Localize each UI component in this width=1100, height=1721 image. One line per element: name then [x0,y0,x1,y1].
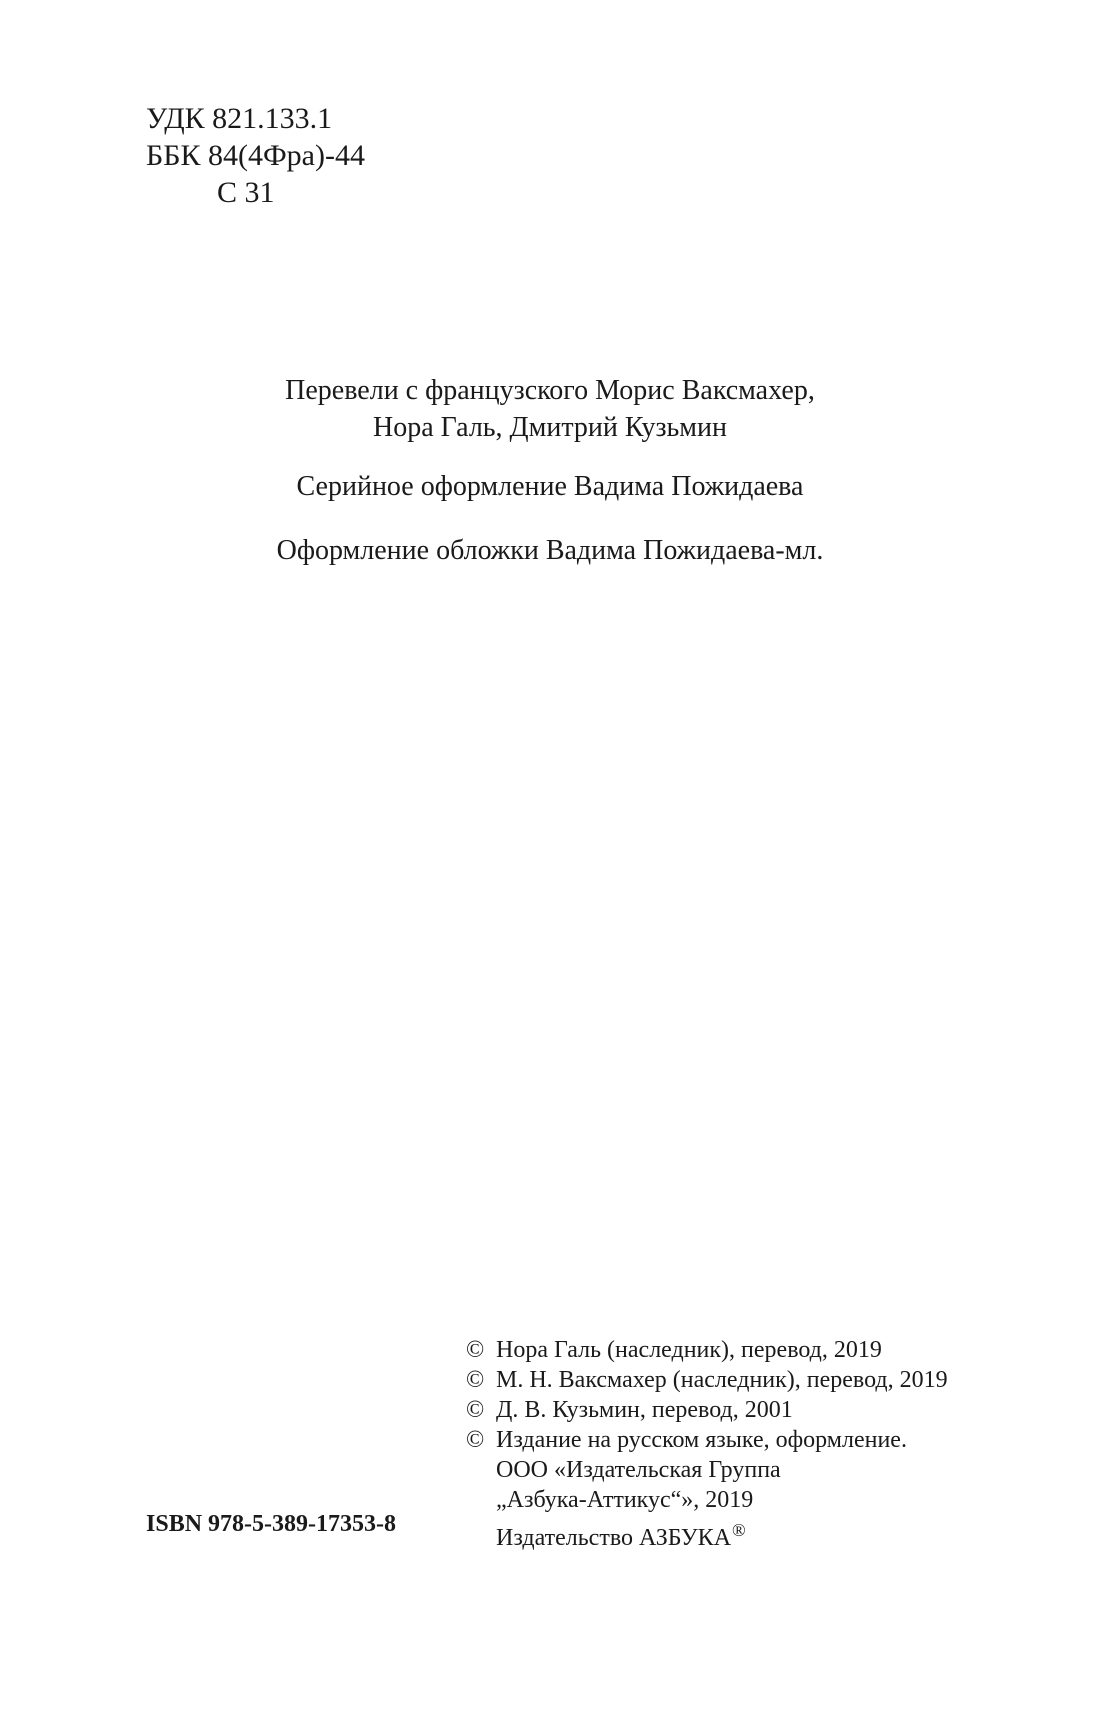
copyright-block [466,1335,948,1553]
publisher-line-2: „Азбука-Аттикус“», 2019 [496,1487,754,1513]
copyright-text: Д. В. Кузьмин, перевод, 2001 [496,1397,793,1423]
translators-line-2: Нора Галь, Дмитрий Кузьмин [373,412,727,443]
author-sign: С 31 [217,176,275,209]
isbn-number: ISBN 978-5-389-17353-8 [146,1511,396,1537]
translators-line-1: Перевели с французского Морис Ваксмахер, [285,375,815,406]
publisher-line-3 [466,1515,948,1553]
copyright-item [466,1335,948,1365]
copyright-item [466,1425,948,1455]
translators-credit [0,372,1100,446]
cover-design-credit [0,532,1100,569]
copyright-symbol-icon: © [466,1367,485,1393]
copyright-item [466,1395,948,1425]
series-design-text: Серийное оформление Вадима Пожидаева [296,471,804,502]
copyright-text: Нора Галь (наследник), перевод, 2019 [496,1337,882,1363]
udk-code: УДК 821.133.1 [146,102,333,135]
classification-block [146,100,365,211]
copyright-symbol-icon: © [466,1337,485,1363]
copyright-symbol-icon: © [466,1397,485,1423]
copyright-item [466,1365,948,1395]
bbk-code: ББК 84(4Фра)-44 [146,139,365,172]
publisher-line-1: ООО «Издательская Группа [496,1457,781,1483]
publisher-imprint: Издательство АЗБУКА [496,1525,732,1551]
series-design-credit [0,468,1100,505]
copyright-text: Издание на русском языке, оформление. [496,1427,907,1453]
copyright-text: М. Н. Ваксмахер (наследник), перевод, 2019 [496,1367,948,1393]
copyright-symbol-icon: © [466,1427,485,1453]
cover-design-text: Оформление обложки Вадима Пожидаева-мл. [276,535,824,566]
registered-mark-icon: ® [732,1520,746,1540]
